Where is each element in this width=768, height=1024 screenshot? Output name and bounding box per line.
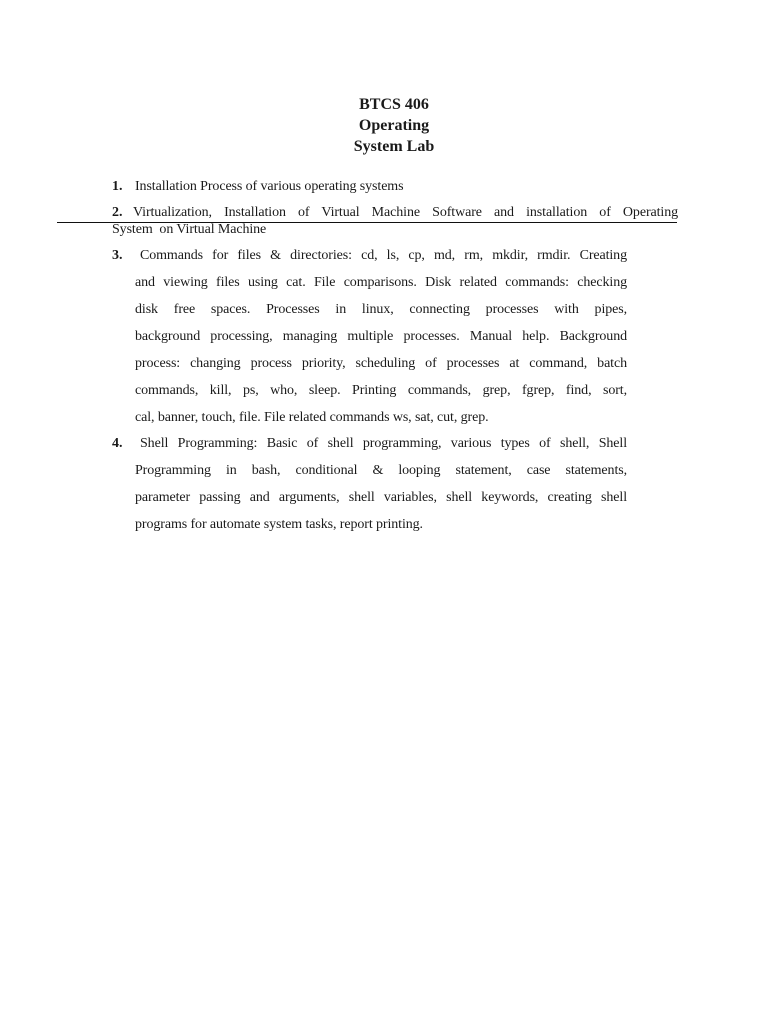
item-text-line: Installation Process of various operating systems (135, 179, 404, 194)
item-text-line: programs for automate system tasks, report printing. (135, 517, 423, 532)
item-text-line: Commands for files & directories: cd, ls, cp, md, rm, mkdir, rmdir. Creating (140, 248, 627, 263)
course-title-line-2: System Lab (353, 138, 435, 155)
item-text-line: Virtualization, Installation of Virtual Machine Software and installation of Operating (133, 205, 678, 220)
item-text-line: parameter passing and arguments, shell variables, shell keywords, creating shell (135, 490, 627, 505)
item-text-line: commands, kill, ps, who, sleep. Printing commands, grep, fgrep, find, sort, (135, 383, 627, 398)
item-text-line: cal, banner, touch, file. File related commands ws, sat, cut, grep. (135, 410, 489, 425)
item-number: 1. (112, 179, 123, 194)
item-number: 2. (112, 205, 123, 220)
item-text-line: System on Virtual Machine (112, 222, 267, 237)
item-text-line: and viewing files using cat. File comparisons. Disk related commands: checking (135, 275, 627, 290)
item-text-line: process: changing process priority, scheduling of processes at command, batch (135, 356, 627, 371)
item-text-line: disk free spaces. Processes in linux, connecting processes with pipes, (135, 302, 627, 317)
course-title-line-1: Operating (358, 117, 430, 134)
item-number: 3. (112, 248, 123, 263)
item-text-line: Shell Programming: Basic of shell programming, various types of shell, Shell (140, 436, 627, 451)
item-text-line: Programming in bash, conditional & looping statement, case statements, (135, 463, 627, 478)
item-number: 4. (112, 436, 123, 451)
item-text-line: background processing, managing multiple processes. Manual help. Background (135, 329, 627, 344)
course-code: BTCS 406 (359, 96, 429, 113)
document-title (0, 94, 768, 157)
